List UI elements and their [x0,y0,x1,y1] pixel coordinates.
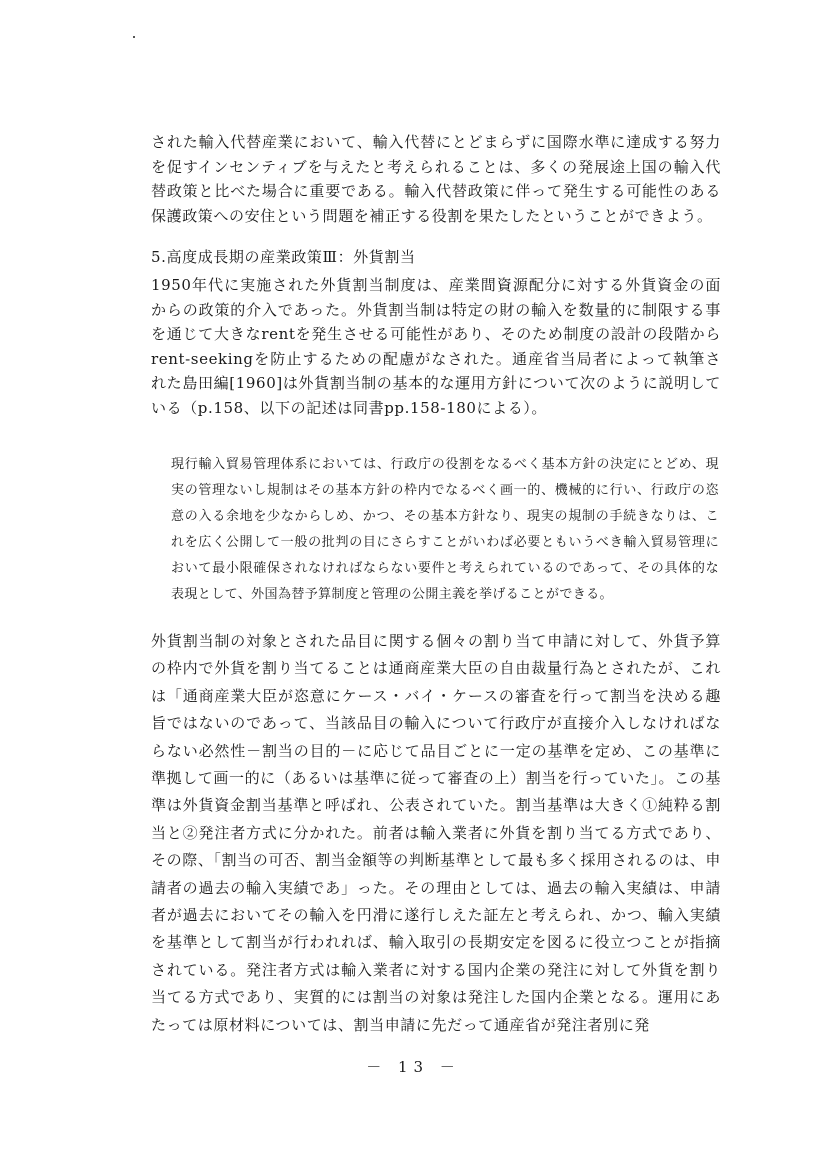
section-heading: 5.高度成長期の産業政策Ⅲ：外貨割当 [151,248,416,266]
block-quotation: 現行輸入貿易管理体系においては、行政庁の役割をなるべく基本方針の決定にとどめ、現実の管理ないし規制はその基本方針の枠内でなるべく画一的、機械的に行い、行政庁の恣意の入る余地を少なからしめ、かつ、その基本方針なり、現実の規制の手続きなりは、これを広く公開して一般の批判の目にさらすことがいわば必要ともいうべき輸入貿易管理において最小限確保されなければならない要件と考えられているのであって、その具体的な表現として、外国為替予算制度と管理の公開主義を挙げることができる。 [171,457,719,602]
page-number: － 13 － [366,1058,461,1076]
intro-paragraph: された輸入代替産業において、輸入代替にとどまらずに国際水準に達成する努力を促すインセンティブを与えたと考えられることは、多くの発展途上国の輸入代替政策と比べた場合に重要である。輸入代替政策に伴って発生する可能性のある保護政策への安住という問題を補正する役割を果たしたということができよう。 [151,133,721,225]
section-body-paragraph: 1950年代に実施された外貨割当制度は、産業間資源配分に対する外貨資金の面からの政策的介入であった。外貨割当制は特定の財の輸入を数量的に制限する事を通じて大きなrentを発生させる可能性があり、そのため制度の設計の段階からrent-seekingを防止するための配慮がなされた。通産省当局者によって執筆された島田編[1960]は外貨割当制の基本的な運用方針について次のように説明している（p.158、以下の記述は同書pp.158-180による）。 [151,276,721,417]
scan-speck [133,36,135,38]
closing-paragraph: 外貨割当制の対象とされた品目に関する個々の割り当て申請に対して、外貨予算の枠内で外貨を割り当てることは通商産業大臣の自由裁量行為とされたが、これは「通商産業大臣が恣意にケース・バイ・ケースの審査を行って割当を決める趣旨ではないのであって、当該品目の輸入について行政庁が直接介入しなければならない必然性－割当の目的－に応じて品目ごとに一定の基準を定め、この基準に準拠して画一的に（あるいは基準に従って審査の上）割当を行っていた」。この基準は外貨資金割当基準と呼ばれ、公表されていた。割当基準は大きく①純粋る割当と②発注者方式に分かれた。前者は輸入業者に外貨を割り当てる方式であり、その際、「割当の可否、割当金額等の判断基準として最も多く採用されるのは、申請者の過去の輸入実績であ」った。その理由としては、過去の輸入実績は、申請者が過去においてその輸入を円滑に遂行しえた証左と考えられ、かつ、輸入実績を基準として割当が行われれば、輸入取引の長期安定を図るに役立つことが指摘されている。発注者方式は輸入業者に対する国内企業の発注に対して外貨を割り当てる方式であり、実質的には割当の対象は発注した国内企業となる。運用にあたっては原材料については、割当申請に先だって通産省が発注者別に発 [151,632,721,1034]
